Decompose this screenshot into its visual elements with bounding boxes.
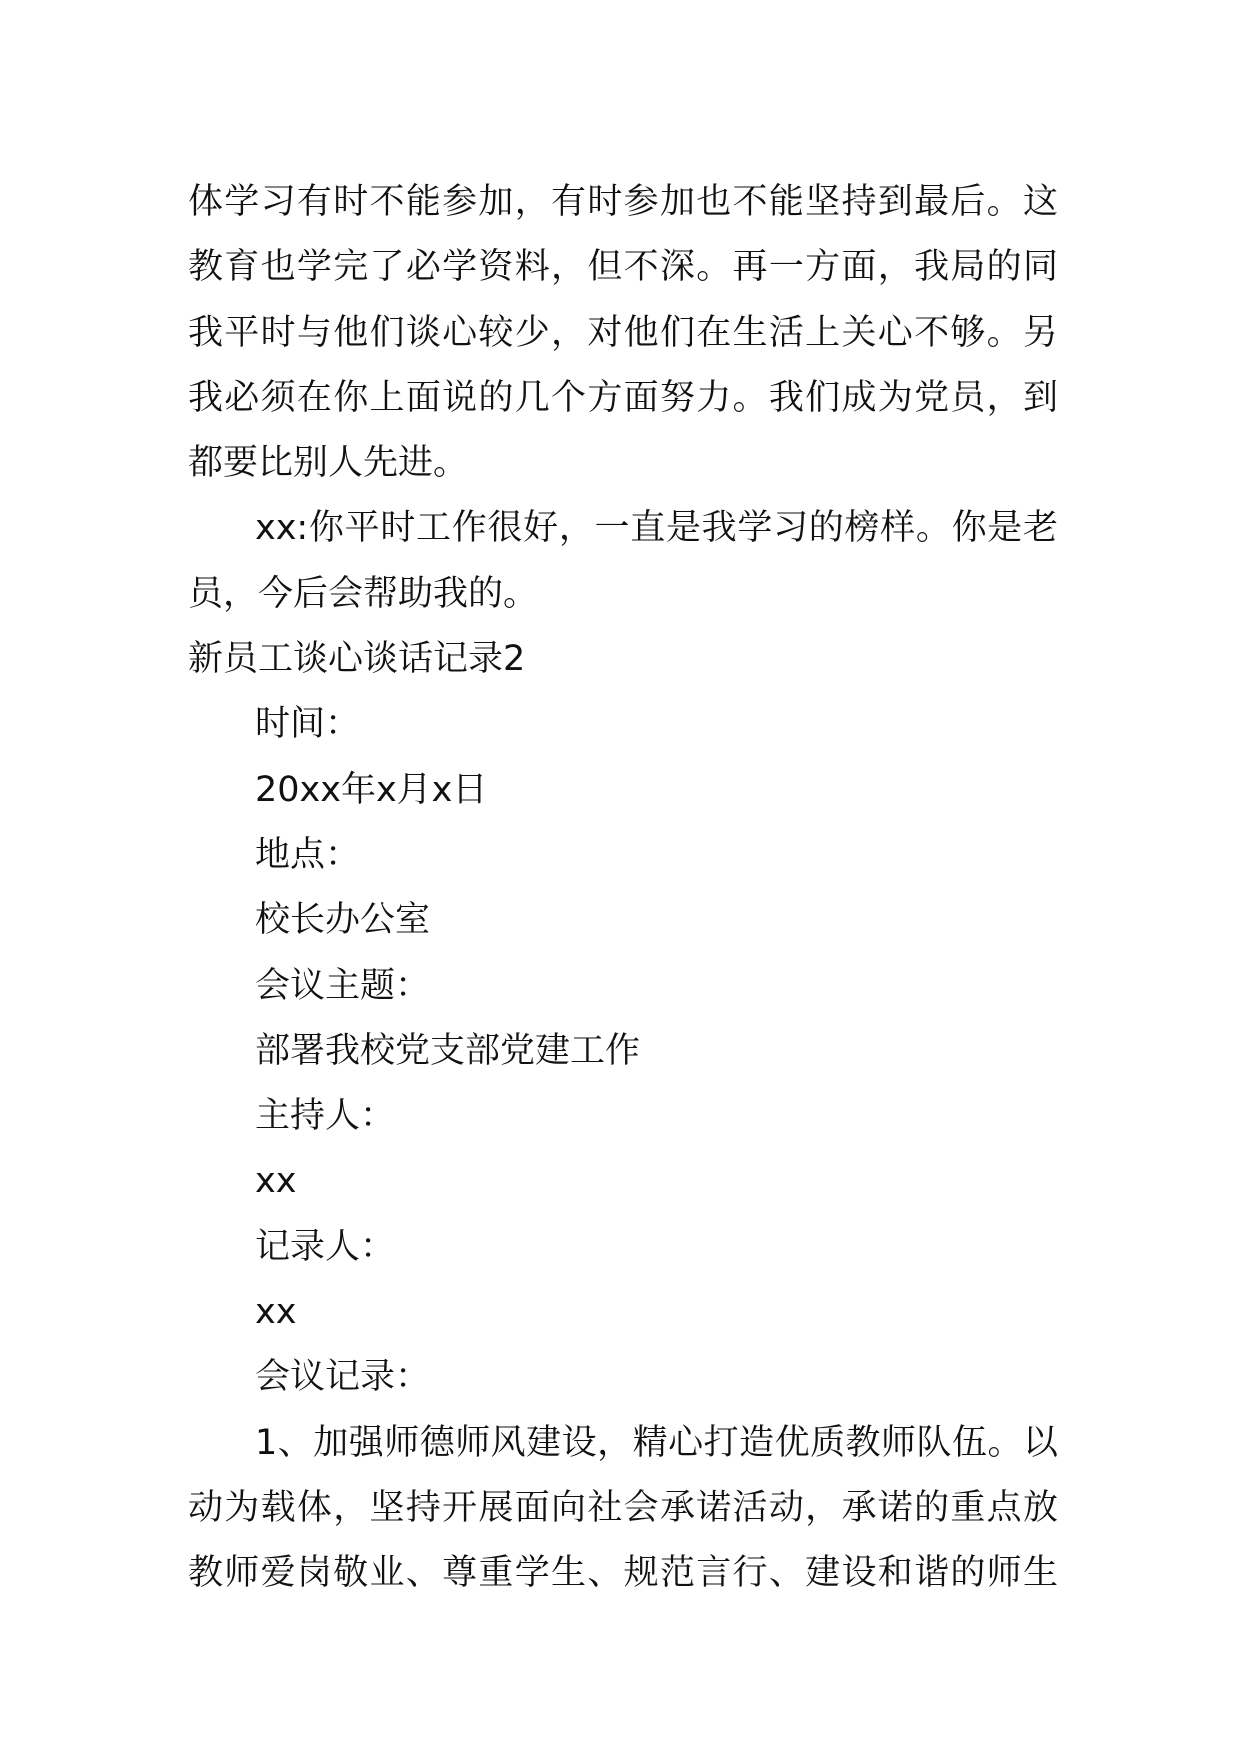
paragraph-line: 我必须在你上面说的几个方面努力。我们成为党员，到 <box>188 377 1058 418</box>
paragraph-line: 教育也学完了必学资料，但不深。再一方面，我局的同 <box>188 247 1058 288</box>
field-label-time: 时间： <box>255 704 361 745</box>
paragraph-line: 都要比别人先进。 <box>188 443 469 484</box>
field-label-location: 地点： <box>255 834 361 875</box>
field-label-host: 主持人： <box>255 1096 396 1137</box>
field-value-time: 20xx年x月x日 <box>255 769 488 810</box>
field-label-recorder: 记录人： <box>255 1226 396 1267</box>
field-label-topic: 会议主题： <box>255 965 431 1006</box>
field-value-recorder: xx <box>255 1292 297 1333</box>
paragraph-line: 我平时与他们谈心较少，对他们在生活上关心不够。另 <box>188 312 1058 353</box>
section-heading: 新员工谈心谈话记录2 <box>188 639 526 680</box>
paragraph-line: 动为载体，坚持开展面向社会承诺活动，承诺的重点放 <box>188 1487 1058 1528</box>
field-value-location: 校长办公室 <box>255 900 431 941</box>
paragraph-line: xx:你平时工作很好，一直是我学习的榜样。你是老 <box>255 508 1058 549</box>
paragraph-line: 员，今后会帮助我的。 <box>188 573 539 614</box>
field-value-topic: 部署我校党支部党建工作 <box>255 1030 641 1071</box>
field-value-host: xx <box>255 1161 297 1202</box>
paragraph-line: 体学习有时不能参加，有时参加也不能坚持到最后。这 <box>188 182 1058 222</box>
paragraph-line: 1、加强师德师风建设，精心打造优质教师队伍。以 <box>255 1422 1058 1463</box>
document-page <box>188 170 1058 1607</box>
paragraph-line: 教师爱岗敬业、尊重学生、规范言行、建设和谐的师生 <box>188 1553 1058 1594</box>
field-label-minutes: 会议记录： <box>255 1357 431 1398</box>
